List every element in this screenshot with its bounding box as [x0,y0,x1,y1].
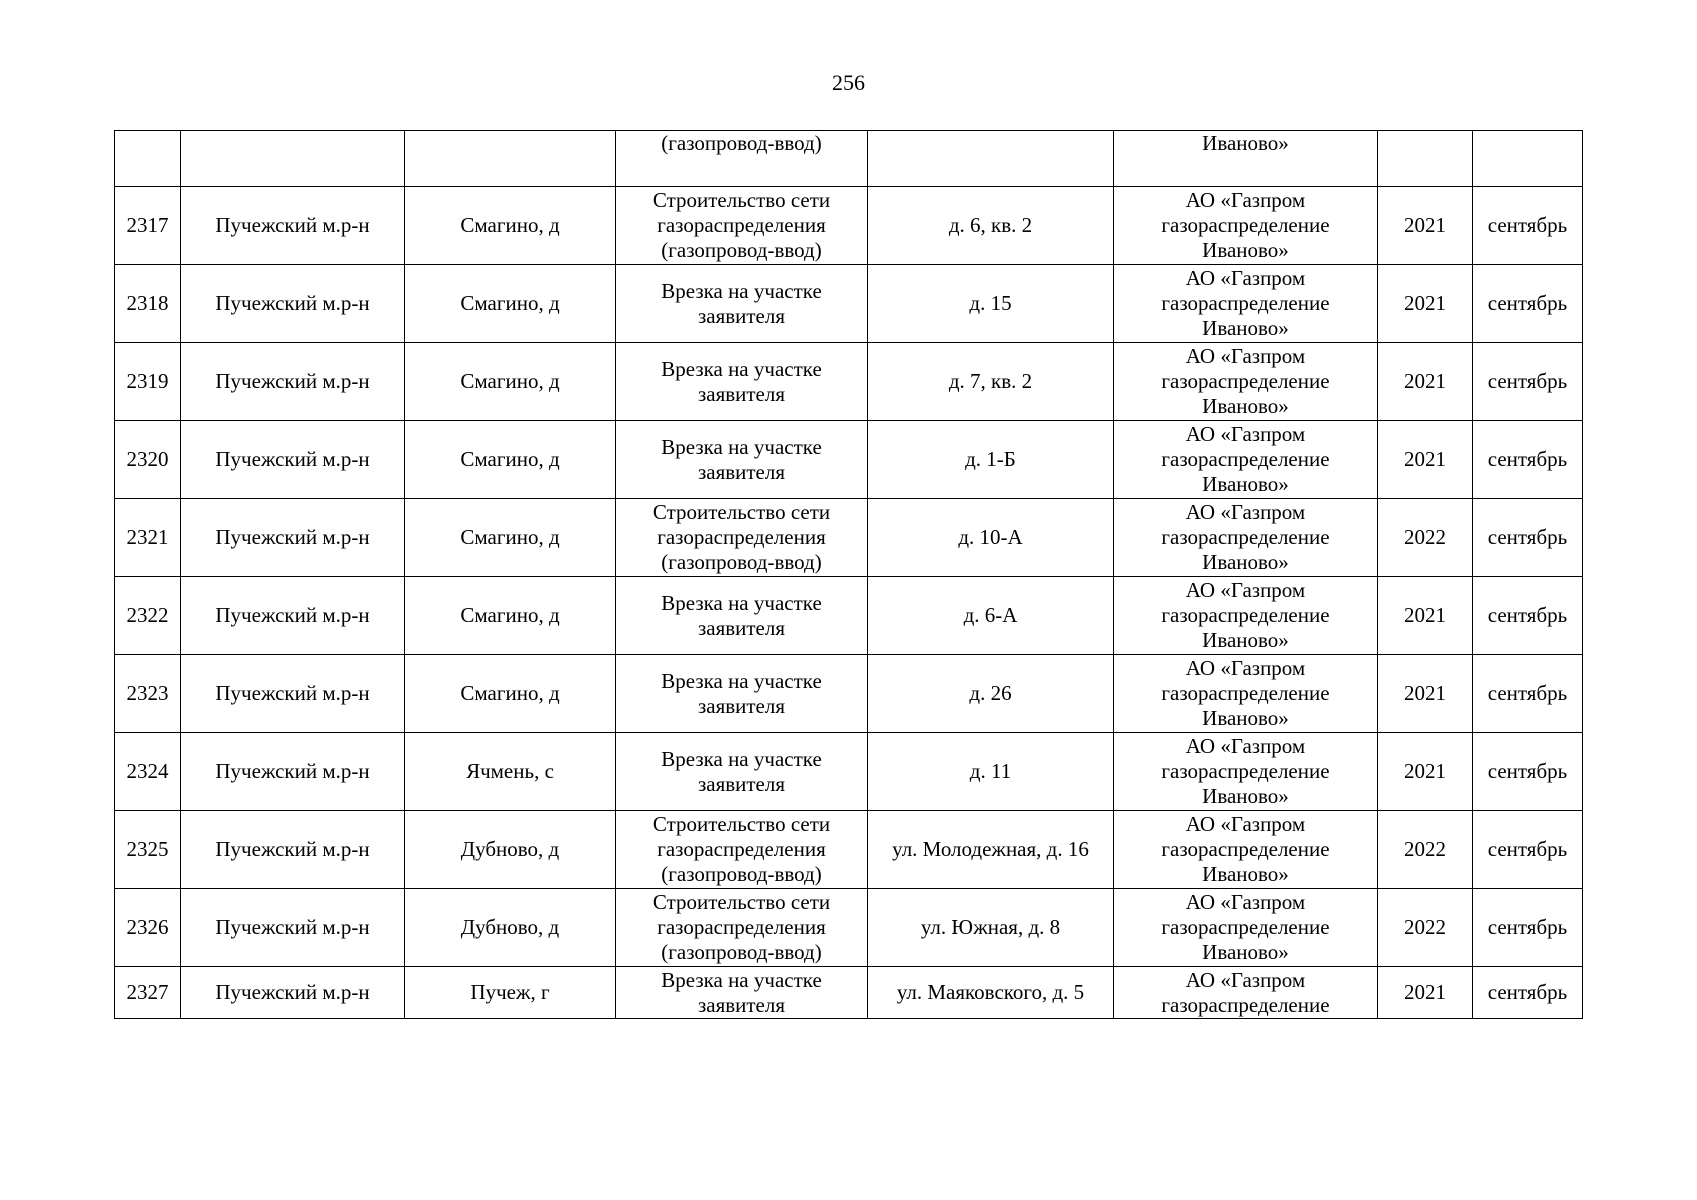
cell-num: 2327 [115,967,181,1019]
cell-address: д. 6, кв. 2 [868,187,1114,265]
cell-district: Пучежский м.р-н [181,577,405,655]
cell-num: 2320 [115,421,181,499]
cell-month: сентябрь [1473,655,1583,733]
cell-settlement: Смагино, д [405,187,616,265]
cell-work: Врезка на участке заявителя [616,655,868,733]
cell-num: 2317 [115,187,181,265]
cell-org: АО «Газпром газораспределение Иваново» [1114,733,1378,811]
cell-num: 2321 [115,499,181,577]
cell-settlement: Смагино, д [405,655,616,733]
cell-year: 2021 [1378,967,1473,1019]
cell-settlement: Смагино, д [405,499,616,577]
cell-year: 2021 [1378,343,1473,421]
cell-num [115,131,181,187]
cell-org: АО «Газпром газораспределение Иваново» [1114,187,1378,265]
cell-address [868,131,1114,187]
cell-month: сентябрь [1473,343,1583,421]
table-row [115,655,1583,733]
cell-org: АО «Газпром газораспределение Иваново» [1114,265,1378,343]
table-row [115,343,1583,421]
table-row [115,733,1583,811]
cell-year: 2021 [1378,655,1473,733]
cell-year: 2021 [1378,265,1473,343]
cell-work: Строительство сети газораспределения (газопровод-ввод) [616,187,868,265]
cell-address: д. 11 [868,733,1114,811]
cell-address: д. 1-Б [868,421,1114,499]
cell-month: сентябрь [1473,577,1583,655]
table-row [115,265,1583,343]
cell-settlement: Пучеж, г [405,967,616,1019]
continuation-row [115,131,1583,187]
table-row [115,421,1583,499]
cell-address: ул. Молодежная, д. 16 [868,811,1114,889]
cell-month: сентябрь [1473,733,1583,811]
cell-org: АО «Газпром газораспределение Иваново» [1114,889,1378,967]
cell-district: Пучежский м.р-н [181,187,405,265]
cell-year: 2021 [1378,421,1473,499]
cell-year: 2021 [1378,187,1473,265]
cell-org: АО «Газпром газораспределение Иваново» [1114,499,1378,577]
cell-address: ул. Маяковского, д. 5 [868,967,1114,1019]
cell-org: АО «Газпром газораспределение Иваново» [1114,577,1378,655]
cell-address: д. 10-А [868,499,1114,577]
cell-year: 2021 [1378,577,1473,655]
cell-year [1378,131,1473,187]
cell-work: Врезка на участке заявителя [616,265,868,343]
cell-year: 2021 [1378,733,1473,811]
cell-district: Пучежский м.р-н [181,421,405,499]
cell-address: д. 7, кв. 2 [868,343,1114,421]
cell-year: 2022 [1378,889,1473,967]
page-number: 256 [832,70,865,95]
table-row [115,577,1583,655]
cell-num: 2326 [115,889,181,967]
cell-district: Пучежский м.р-н [181,343,405,421]
cell-work: Врезка на участке заявителя [616,967,868,1019]
cell-month [1473,131,1583,187]
cell-month: сентябрь [1473,421,1583,499]
cell-settlement: Дубново, д [405,889,616,967]
cell-year: 2022 [1378,811,1473,889]
table-row [115,187,1583,265]
cell-year: 2022 [1378,499,1473,577]
cell-settlement: Дубново, д [405,811,616,889]
cell-settlement [405,131,616,187]
cell-district: Пучежский м.р-н [181,655,405,733]
cell-num: 2324 [115,733,181,811]
cell-month: сентябрь [1473,265,1583,343]
cell-month: сентябрь [1473,811,1583,889]
cell-address: д. 6-А [868,577,1114,655]
table-row [115,499,1583,577]
cell-district: Пучежский м.р-н [181,733,405,811]
cell-work: Врезка на участке заявителя [616,421,868,499]
cell-num: 2322 [115,577,181,655]
table-row [115,967,1583,1019]
cell-address: д. 15 [868,265,1114,343]
cell-month: сентябрь [1473,499,1583,577]
cell-settlement: Ячмень, с [405,733,616,811]
cell-num: 2319 [115,343,181,421]
cell-org: АО «Газпром газораспределение Иваново» [1114,811,1378,889]
cell-org: АО «Газпром газораспределение Иваново» [1114,655,1378,733]
cell-settlement: Смагино, д [405,577,616,655]
cell-num: 2325 [115,811,181,889]
cell-month: сентябрь [1473,889,1583,967]
cell-district: Пучежский м.р-н [181,889,405,967]
cell-settlement: Смагино, д [405,265,616,343]
cell-work: Строительство сети газораспределения (газопровод-ввод) [616,811,868,889]
cell-month: сентябрь [1473,187,1583,265]
table-row [115,811,1583,889]
gas-connection-table [114,130,1583,1019]
cell-district [181,131,405,187]
cell-address: д. 26 [868,655,1114,733]
cell-org: Иваново» [1114,131,1378,187]
cell-district: Пучежский м.р-н [181,265,405,343]
cell-org: АО «Газпром газораспределение Иваново» [1114,343,1378,421]
cell-work: (газопровод-ввод) [616,131,868,187]
cell-work: Строительство сети газораспределения (газопровод-ввод) [616,889,868,967]
cell-district: Пучежский м.р-н [181,811,405,889]
cell-num: 2318 [115,265,181,343]
cell-settlement: Смагино, д [405,421,616,499]
cell-month: сентябрь [1473,967,1583,1019]
cell-num: 2323 [115,655,181,733]
table-row [115,889,1583,967]
cell-org: АО «Газпром газораспределение Иваново» [1114,421,1378,499]
cell-work: Врезка на участке заявителя [616,577,868,655]
cell-org: АО «Газпром газораспределение [1114,967,1378,1019]
cell-work: Врезка на участке заявителя [616,343,868,421]
cell-district: Пучежский м.р-н [181,499,405,577]
cell-district: Пучежский м.р-н [181,967,405,1019]
cell-work: Врезка на участке заявителя [616,733,868,811]
cell-settlement: Смагино, д [405,343,616,421]
cell-work: Строительство сети газораспределения (газопровод-ввод) [616,499,868,577]
cell-address: ул. Южная, д. 8 [868,889,1114,967]
